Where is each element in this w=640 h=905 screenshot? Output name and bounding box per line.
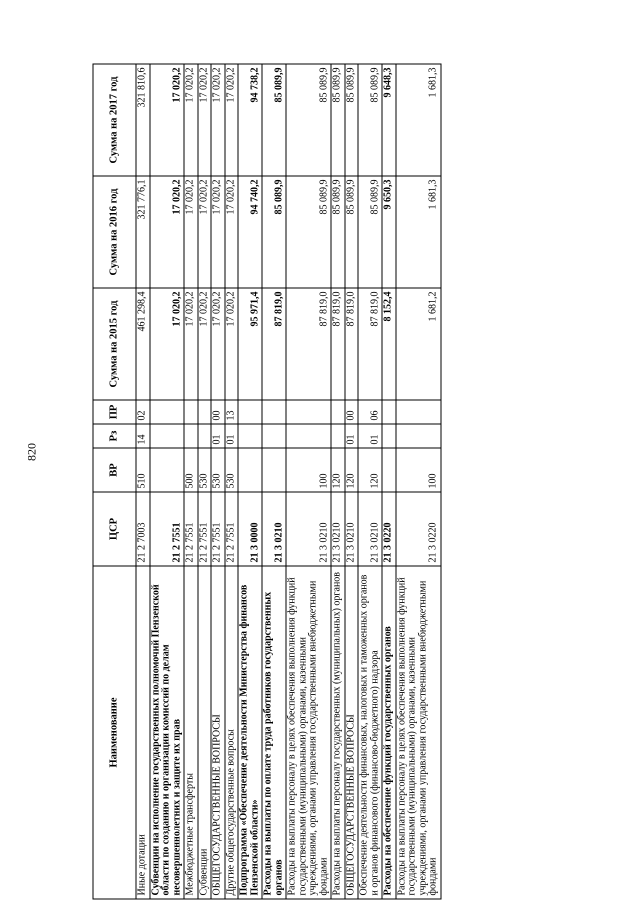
header-rz: Рз [93,424,136,448]
page-number: 820 [24,443,39,461]
row-sum-2017: 85 089,9 [358,64,382,176]
row-sum-2015: 17 020,2 [150,288,185,400]
row-pr [382,400,396,424]
row-name: Субвенции [198,566,212,899]
table-row [358,64,382,899]
row-csr: 21 2 7003 [136,492,150,566]
row-pr [262,400,286,424]
row-name: Расходы на выплаты персоналу в целях обеспечения выполнения функций государственными (муниципальными) органами, казенными учреждениями, органами управления государственными внебюджетными фондами [396,566,441,899]
row-rz [238,424,262,448]
row-sum-2017: 85 089,9 [331,64,345,176]
row-rz: 01 [211,424,225,448]
row-vr [150,448,185,492]
row-sum-2017: 94 738,2 [238,64,262,176]
row-vr: 530 [211,448,225,492]
row-csr: 21 3 0220 [396,492,441,566]
row-vr: 120 [345,448,359,492]
row-csr: 21 3 0220 [382,492,396,566]
row-csr: 21 3 0210 [358,492,382,566]
row-vr: 120 [358,448,382,492]
table-body [136,64,441,899]
table-row [150,64,185,899]
row-vr [262,448,286,492]
row-sum-2015: 87 819,0 [262,288,286,400]
table-row [184,64,198,899]
row-sum-2015: 461 298,4 [136,288,150,400]
row-pr: 13 [225,400,239,424]
row-pr [238,400,262,424]
row-pr [150,400,185,424]
row-rz [331,424,345,448]
row-csr: 21 3 0000 [238,492,262,566]
row-rz: 01 [345,424,359,448]
row-sum-2017: 17 020,2 [211,64,225,176]
table-row [345,64,359,899]
row-vr: 530 [225,448,239,492]
row-sum-2015: 87 819,0 [331,288,345,400]
row-sum-2016: 85 089,9 [345,176,359,288]
row-pr: 06 [358,400,382,424]
row-sum-2017: 17 020,2 [150,64,185,176]
row-rz [184,424,198,448]
row-name: Подпрограмма «Обеспечение деятельности Министерства финансов Пензенской области» [238,566,262,899]
row-sum-2016: 17 020,2 [150,176,185,288]
row-rz [150,424,185,448]
header-name: Наименование [93,566,136,899]
row-rz [198,424,212,448]
row-rz [382,424,396,448]
row-sum-2016: 17 020,2 [184,176,198,288]
header-sum-2016: Сумма на 2016 год [93,176,136,288]
header-sum-2017: Сумма на 2017 год [93,64,136,176]
row-name: ОБЩЕГОСУДАРСТВЕННЫЕ ВОПРОСЫ [211,566,225,899]
row-sum-2015: 87 819,0 [286,288,331,400]
row-sum-2017: 17 020,2 [184,64,198,176]
row-pr [286,400,331,424]
row-sum-2016: 17 020,2 [225,176,239,288]
row-pr [396,400,441,424]
row-pr: 00 [211,400,225,424]
row-vr [382,448,396,492]
row-sum-2017: 17 020,2 [198,64,212,176]
row-csr: 21 3 0210 [286,492,331,566]
row-rz: 14 [136,424,150,448]
row-csr: 21 3 0210 [331,492,345,566]
row-pr: 00 [345,400,359,424]
row-vr: 530 [198,448,212,492]
row-csr: 21 2 7551 [198,492,212,566]
row-sum-2016: 321 776,1 [136,176,150,288]
row-sum-2017: 85 089,9 [286,64,331,176]
row-name: Другие общегосударственные вопросы [225,566,239,899]
row-sum-2016: 17 020,2 [198,176,212,288]
row-rz [286,424,331,448]
row-name: ОБЩЕГОСУДАРСТВЕННЫЕ ВОПРОСЫ [345,566,359,899]
row-sum-2017: 1 681,3 [396,64,441,176]
row-sum-2016: 85 089,9 [286,176,331,288]
row-csr: 21 2 7551 [150,492,185,566]
row-sum-2015: 17 020,2 [198,288,212,400]
row-pr [198,400,212,424]
row-sum-2017: 9 648,3 [382,64,396,176]
row-name: Расходы на выплаты персоналу государственных (муниципальных) органов [331,566,345,899]
row-name: Субвенции на исполнение государственных полномочий Пензенской области по созданию и организации комиссий по делам несовершеннолетних и защите их прав [150,566,185,899]
table-row [198,64,212,899]
table-row [211,64,225,899]
row-sum-2016: 9 650,3 [382,176,396,288]
row-name: Иные дотации [136,566,150,899]
row-sum-2017: 85 089,9 [345,64,359,176]
row-sum-2016: 85 089,9 [262,176,286,288]
row-sum-2016: 85 089,9 [331,176,345,288]
row-sum-2016: 1 681,3 [396,176,441,288]
row-vr: 100 [286,448,331,492]
header-csr: ЦСР [93,492,136,566]
row-name: Расходы на обеспечение функций государственных органов [382,566,396,899]
row-pr: 02 [136,400,150,424]
row-rz: 01 [358,424,382,448]
table-row [396,64,441,899]
row-sum-2015: 17 020,2 [211,288,225,400]
budget-table-container [93,65,550,900]
row-name: Расходы на выплаты по оплате труда работников государственных органов [262,566,286,899]
row-csr: 21 2 7551 [184,492,198,566]
row-csr: 21 3 0210 [262,492,286,566]
header-pr: ПР [93,400,136,424]
row-rz [396,424,441,448]
row-sum-2017: 17 020,2 [225,64,239,176]
table-header-row [93,64,136,899]
table-row [331,64,345,899]
row-sum-2015: 87 819,0 [358,288,382,400]
table-row [238,64,262,899]
row-csr: 21 2 7551 [225,492,239,566]
budget-table [93,64,442,900]
row-rz [262,424,286,448]
row-vr: 500 [184,448,198,492]
row-name: Межбюджетные трансферты [184,566,198,899]
table-row [225,64,239,899]
row-vr: 120 [331,448,345,492]
table-row [382,64,396,899]
header-sum-2015: Сумма на 2015 год [93,288,136,400]
row-csr: 21 2 7551 [211,492,225,566]
row-csr: 21 3 0210 [345,492,359,566]
row-sum-2016: 17 020,2 [211,176,225,288]
row-pr [184,400,198,424]
row-vr: 100 [396,448,441,492]
header-vr: ВР [93,448,136,492]
row-name: Расходы на выплаты персоналу в целях обеспечения выполнения функций государственными (муниципальными) органами, казенными учреждениями, органами управления государственными внебюджетными фондами [286,566,331,899]
row-sum-2016: 85 089,9 [358,176,382,288]
row-sum-2015: 95 971,4 [238,288,262,400]
row-sum-2015: 87 819,0 [345,288,359,400]
row-vr: 510 [136,448,150,492]
row-sum-2015: 8 152,4 [382,288,396,400]
row-sum-2017: 321 810,6 [136,64,150,176]
row-sum-2015: 17 020,2 [225,288,239,400]
table-row [262,64,286,899]
row-name: Обеспечение деятельности финансовых, налоговых и таможенных органов и органов финансового (финансово-бюджетного) надзора [358,566,382,899]
row-sum-2015: 17 020,2 [184,288,198,400]
table-row [286,64,331,899]
row-sum-2015: 1 681,2 [396,288,441,400]
row-pr [331,400,345,424]
row-vr [238,448,262,492]
table-row [136,64,150,899]
row-sum-2016: 94 740,2 [238,176,262,288]
row-rz: 01 [225,424,239,448]
row-sum-2017: 85 089,9 [262,64,286,176]
